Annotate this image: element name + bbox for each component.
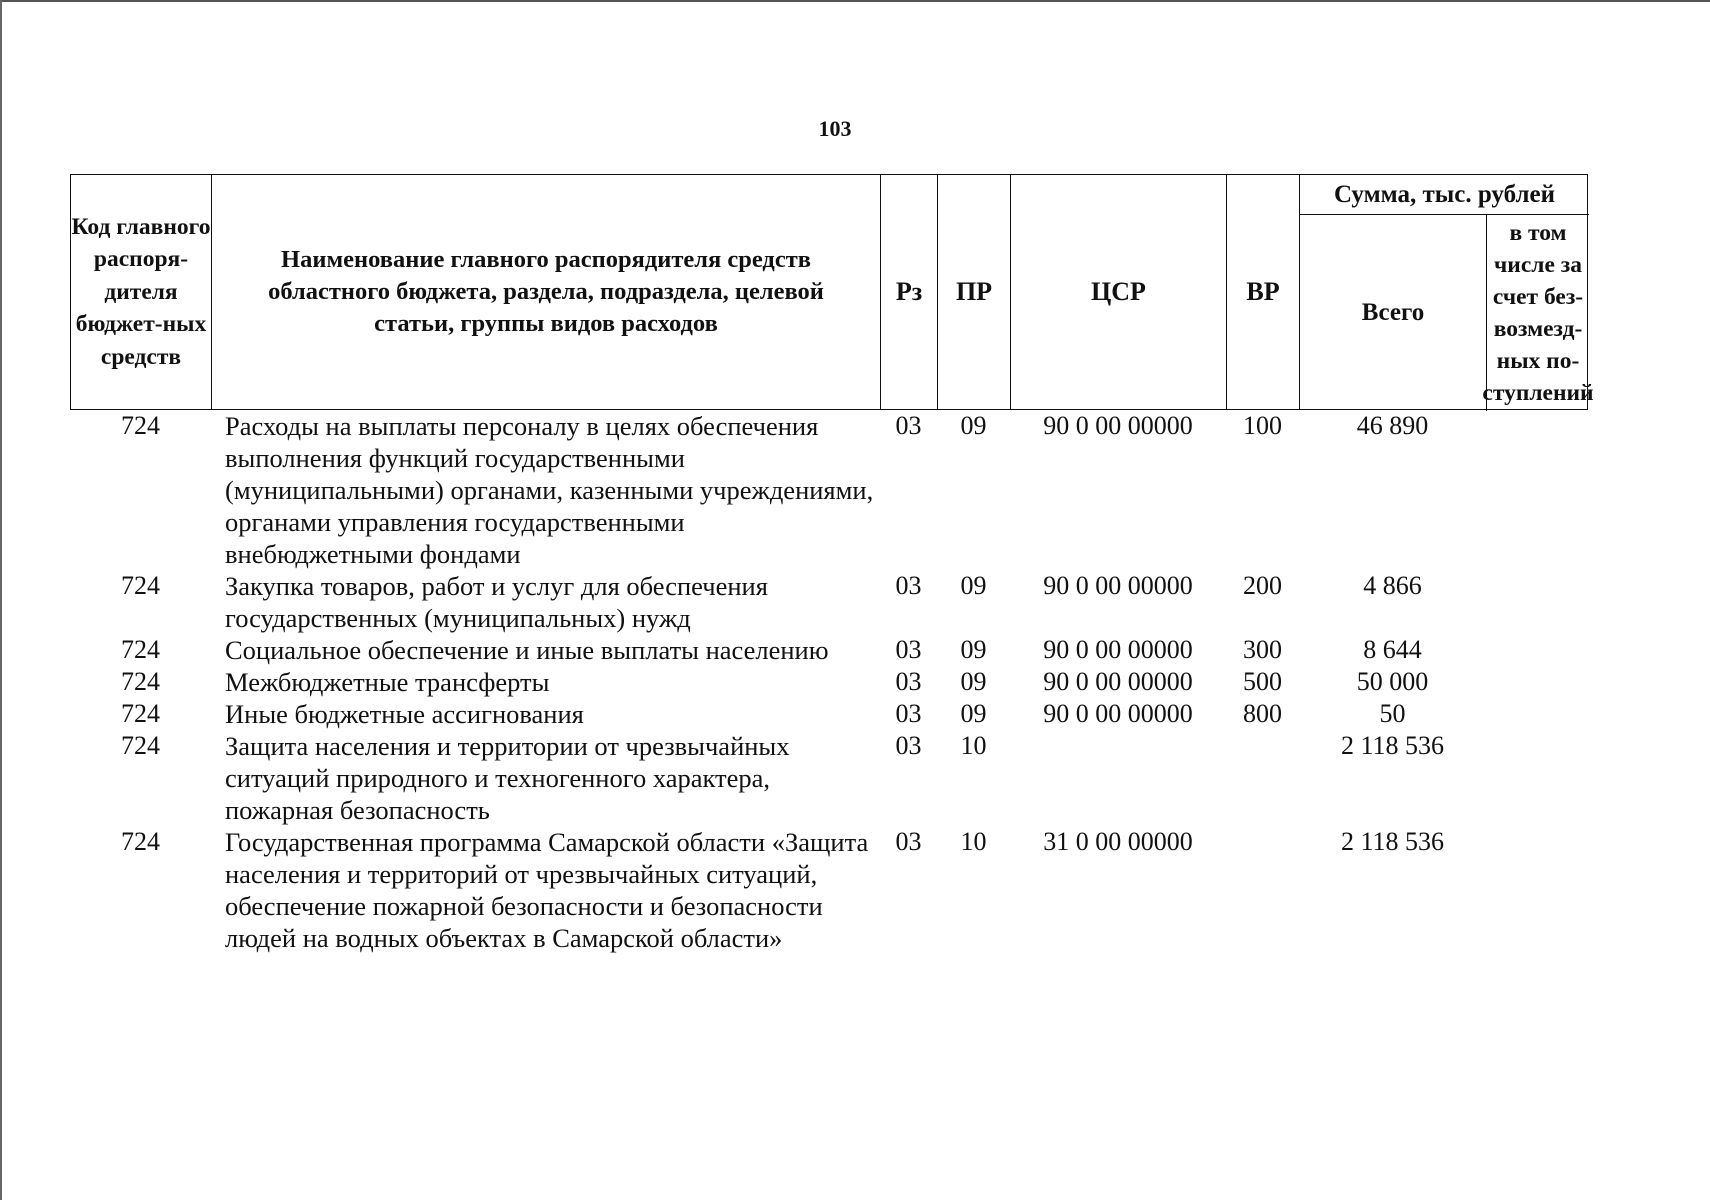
row-csr: 90 0 00 00000 [1043,571,1193,600]
row-code: 724 [121,731,160,760]
row-pr: 10 [960,731,987,760]
row-rz: 03 [895,571,922,600]
row-code: 724 [121,667,160,696]
header-csr: ЦСР [1011,175,1227,409]
row-total: 50 000 [1356,667,1429,696]
row-rz: 03 [895,699,922,728]
table-row [70,410,1588,570]
row-pr: 10 [960,827,987,856]
header-code [71,175,212,409]
row-total: 8 644 [1363,635,1422,664]
table-row [70,570,1588,634]
row-name: Защита населения и территории от чрезвычайных ситуаций природного и техногенного характера, пожарная безопасность [225,731,790,825]
row-csr: 90 0 00 00000 [1043,667,1193,696]
row-rz: 03 [895,827,922,856]
row-pr: 09 [960,699,987,728]
row-csr: 90 0 00 00000 [1043,635,1193,664]
header-code-label: Код главного распоря-дителя бюджет-ных средств [71,213,211,370]
row-vr: 500 [1243,667,1282,696]
row-total: 4 866 [1363,571,1422,600]
row-code: 724 [121,571,160,600]
table-row [70,730,1588,826]
row-total: 46 890 [1356,411,1429,440]
row-pr: 09 [960,667,987,696]
row-name: Расходы на выплаты персоналу в целях обеспечения выполнения функций государственными (муниципальными) органами, казенными учреждениями, органами управления государственными внебюджетными фондами [225,411,874,569]
row-pr: 09 [960,635,987,664]
header-free [1482,215,1594,411]
row-vr: 200 [1243,571,1282,600]
row-vr: 100 [1243,411,1282,440]
row-csr: 90 0 00 00000 [1043,411,1193,440]
row-code: 724 [121,411,160,440]
row-name: Государственная программа Самарской области «Защита населения и территорий от чрезвычайных ситуаций, обеспечение пожарной безопасности и безопасности людей на водных объектах в Самарской области» [225,827,869,953]
row-rz: 03 [895,635,922,664]
row-total: 2 118 536 [1340,827,1445,856]
table-row [70,826,1588,954]
scan-left-edge [0,0,2,1200]
row-name: Иные бюджетные ассигнования [225,699,584,729]
header-rz: Рз [881,175,938,409]
table-row [70,634,1588,666]
header-pr: ПР [938,175,1011,409]
row-rz: 03 [895,411,922,440]
row-pr: 09 [960,571,987,600]
header-vr: ВР [1227,175,1300,409]
row-code: 724 [121,635,160,664]
row-csr: 90 0 00 00000 [1043,699,1193,728]
row-code: 724 [121,699,160,728]
header-sum: Сумма, тыс. рублей [1300,175,1589,215]
row-rz: 03 [895,731,922,760]
row-rz: 03 [895,667,922,696]
table-header [70,174,1594,410]
row-csr: 31 0 00 00000 [1043,827,1193,856]
row-total: 50 [1379,699,1406,728]
row-vr: 300 [1243,635,1282,664]
row-name: Социальное обеспечение и иные выплаты населению [225,635,829,665]
header-name [212,175,881,409]
table-row [70,698,1588,730]
row-pr: 09 [960,411,987,440]
row-total: 2 118 536 [1340,731,1445,760]
row-name: Закупка товаров, работ и услуг для обеспечения государственных (муниципальных) нужд [225,571,768,633]
header-free-label: в том числе за счет без-возмезд-ных по-ступлений [1482,220,1594,406]
table-row [70,666,1588,698]
page-number: 103 [818,116,852,141]
row-name: Межбюджетные трансферты [225,667,550,697]
scan-top-edge [0,0,1710,2]
row-code: 724 [121,827,160,856]
row-vr: 800 [1243,699,1282,728]
header-total: Всего [1300,215,1487,411]
table-body [70,410,1588,954]
header-name-label: Наименование главного распорядителя средств областного бюджета, раздела, подраздела, целевой статьи, группы видов расходов [268,246,824,337]
